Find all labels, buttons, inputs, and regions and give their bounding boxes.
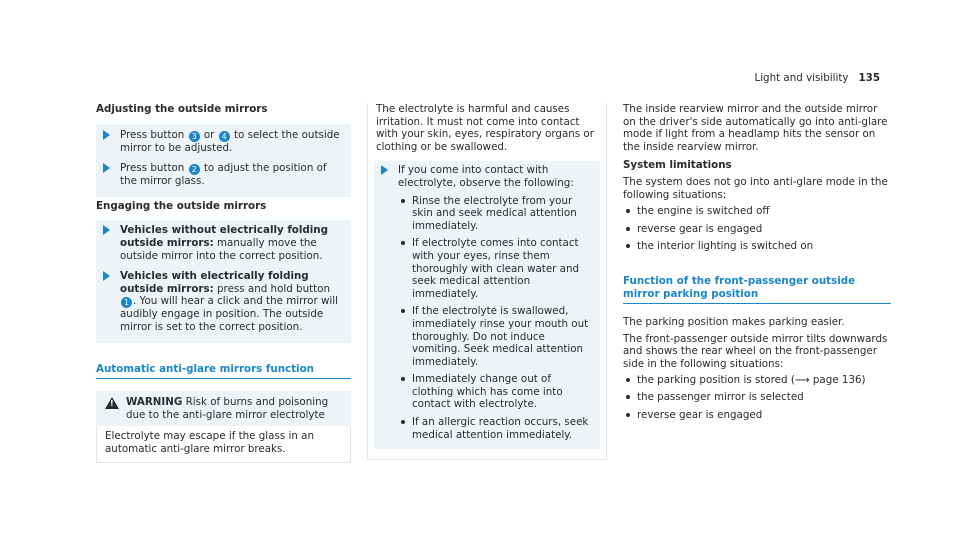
electrolyte-steps-box — [374, 161, 600, 449]
engage-step-1: Vehicles without electrically folding outside mirrors: manually move the outside mirror into the correct position. — [120, 224, 343, 262]
header-section-title: Light and visibility — [754, 72, 849, 84]
step-arrow-icon — [103, 225, 110, 235]
step-arrow-icon — [103, 130, 110, 140]
list-item: the passenger mirror is selected — [623, 391, 891, 404]
warning-text: Risk of burns and poisoning due to the anti-glare mirror electrolyte — [126, 396, 329, 421]
warning-label: WARNING — [126, 396, 183, 409]
column-1 — [96, 103, 351, 463]
anti-glare-section-title: Automatic anti-glare mirrors function — [96, 363, 351, 380]
warning-triangle-icon: ! — [105, 397, 119, 409]
list-item: If the electrolyte is swallowed, immediately rinse your mouth out thoroughly. Do not induce vomiting. Seek medical attention immediately. — [398, 305, 592, 368]
list-item: reverse gear is engaged — [623, 409, 891, 422]
list-item: the parking position is stored (⟶ page 136) — [623, 374, 891, 387]
limitations-list — [623, 205, 891, 253]
electrolyte-intro: The electrolyte is harmful and causes irritation. It must not come into contact with your skin, eyes, respiratory organs or clothing or be swallowed. — [376, 103, 594, 153]
adjust-step-2: Press button 2 to adjust the position of the mirror glass. — [120, 162, 343, 188]
list-item: the interior lighting is switched on — [623, 240, 891, 253]
list-item: Immediately change out of clothing which has come into contact with electrolyte. — [398, 373, 592, 411]
system-limitations-heading: System limitations — [623, 159, 732, 172]
parking-p2: The front-passenger outside mirror tilts downwards and shows the rear wheel on the front-passenger side in the following situations: — [623, 332, 888, 370]
engage-mirrors-heading: Engaging the outside mirrors — [96, 199, 267, 212]
step-arrow-icon — [381, 165, 388, 175]
adjust-step-1: Press button 3 or 4 to select the outside mirror to be adjusted. — [120, 129, 343, 155]
button-3-badge: 3 — [189, 131, 200, 142]
anti-glare-intro: The inside rearview mirror and the outside mirror on the driver's side automatically go into anti-glare mode if light from a headlamp hits the sensor on the inside rearview mirror. — [623, 103, 888, 153]
electrolyte-warning-box — [367, 103, 607, 460]
warning-box — [96, 391, 351, 462]
engage-step-2: Vehicles with electrically folding outside mirrors: press and hold button 1 . You will hear a click and the mirror will audibly engage in position. The outside mirror is set to the correct position. — [120, 270, 343, 333]
limitations-intro: The system does not go into anti-glare mode in the following situations: — [623, 175, 888, 201]
button-2-badge: 2 — [189, 164, 200, 175]
parking-p1: The parking position makes parking easier. — [623, 316, 845, 329]
warning-body: Electrolyte may escape if the glass in an automatic anti-glare mirror breaks. — [96, 426, 351, 462]
page-number: 135 — [858, 72, 880, 84]
parking-position-section-title: Function of the front-passenger outside mirror parking position — [623, 275, 891, 304]
electrolyte-step: If you come into contact with electrolyte, observe the following: — [398, 164, 592, 189]
list-item: Rinse the electrolyte from your skin and seek medical attention immediately. — [398, 195, 592, 233]
engage-steps-box — [96, 220, 351, 342]
list-item: If electrolyte comes into contact with your eyes, rinse them thoroughly with clean water and seek medical attention immediately. — [398, 237, 592, 300]
page-header — [754, 72, 880, 85]
electrolyte-bullets — [398, 195, 592, 442]
list-item: reverse gear is engaged — [623, 223, 891, 236]
button-1-badge: 1 — [121, 297, 132, 308]
list-item: the engine is switched off — [623, 205, 891, 218]
step-arrow-icon — [103, 271, 110, 281]
parking-conditions-list — [623, 374, 891, 422]
column-2 — [367, 103, 607, 460]
column-3 — [623, 103, 891, 426]
warning-header — [96, 391, 351, 426]
adjust-steps-box — [96, 124, 351, 197]
list-item: If an allergic reaction occurs, seek medical attention immediately. — [398, 416, 592, 441]
adjust-mirrors-heading: Adjusting the outside mirrors — [96, 103, 268, 115]
step-arrow-icon — [103, 163, 110, 173]
button-4-badge: 4 — [219, 131, 230, 142]
